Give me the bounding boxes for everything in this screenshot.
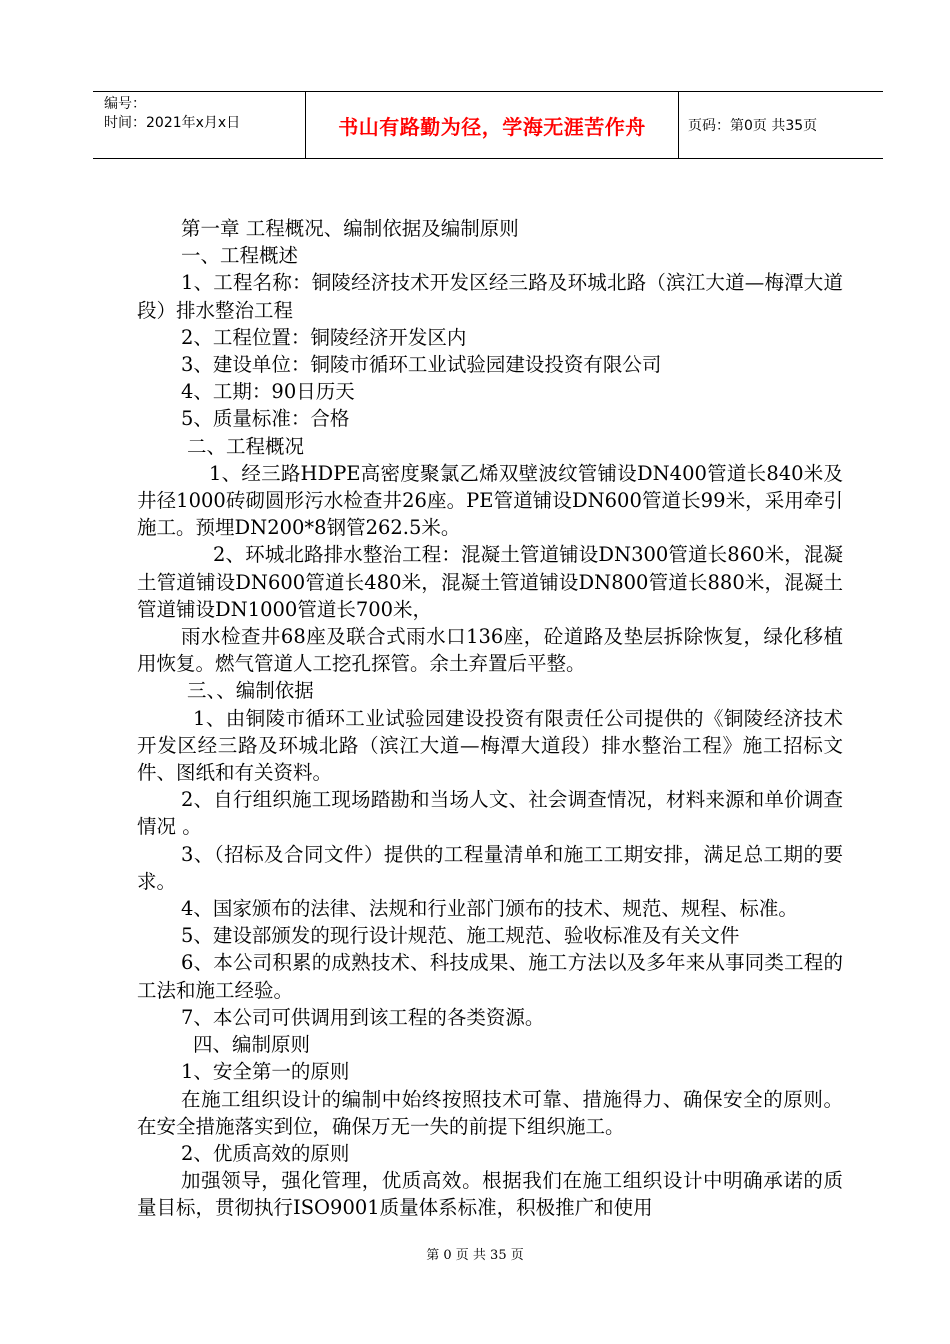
body-paragraph: 2、优质高效的原则 bbox=[181, 1141, 350, 1165]
body-paragraph: 2、工程位置：铜陵经济开发区内 bbox=[181, 325, 467, 349]
body-paragraph: 5、建设部颁发的现行设计规范、施工规范、验收标准及有关文件 bbox=[181, 924, 740, 948]
body-paragraph: 4、国家颁布的法律、法规和行业部门颁布的技术、规范、规程、标准。 bbox=[181, 897, 798, 921]
header-table bbox=[93, 91, 883, 159]
body-paragraph: 二、工程概况 bbox=[187, 434, 305, 458]
body-paragraph: 5、质量标准：合格 bbox=[181, 407, 350, 431]
document-number: 编号： bbox=[104, 96, 146, 112]
body-paragraph: 1、由铜陵市循环工业试验园建设投资有限责任公司提供的《铜陵经济技术开发区经三路及环城北路（滨江大道—梅潭大道段）排水整治工程》施工招标文件、图纸和有关资料。 bbox=[137, 706, 843, 785]
document-body bbox=[137, 215, 843, 1222]
body-paragraph: 四、编制原则 bbox=[193, 1033, 311, 1057]
body-paragraph: 1、工程名称：铜陵经济技术开发区经三路及环城北路（滨江大道—梅潭大道段）排水整治工程 bbox=[137, 271, 843, 322]
body-paragraph: 1、经三路HDPE高密度聚氯乙烯双壁波纹管铺设DN400管道长840米及井径1000砖砌圆形污水检查井26座。PE管道铺设DN600管道长99米，采用牵引施工。预埋DN200*8钢管262.5米。 bbox=[137, 461, 843, 540]
body-paragraph: 3、（招标及合同文件）提供的工程量清单和施工工期安排，满足总工期的要求。 bbox=[137, 842, 843, 893]
body-paragraph: 加强领导，强化管理，优质高效。根据我们在施工组织设计中明确承诺的质量目标，贯彻执行ISO9001质量体系标准，积极推广和使用 bbox=[137, 1169, 843, 1220]
header-meta bbox=[93, 92, 306, 158]
page-footer: 第 0 页 共 35 页 bbox=[426, 1248, 524, 1263]
body-paragraph: 三、、编制依据 bbox=[187, 679, 314, 703]
body-paragraph: 一、工程概述 bbox=[181, 244, 299, 268]
header-page-info: 页码：第0页 共35页 bbox=[688, 118, 818, 134]
header-motto: 书山有路勤为径，学海无涯苦作舟 bbox=[306, 92, 679, 158]
body-paragraph: 4、工期：90日历天 bbox=[181, 380, 355, 404]
document-time: 时间：2021年x月x日 bbox=[104, 115, 241, 131]
body-paragraph: 2、自行组织施工现场踏勘和当场人文、社会调查情况，材料来源和单价调查情况 。 bbox=[137, 788, 843, 839]
body-paragraph: 雨水检查井68座及联合式雨水口136座，砼道路及垫层拆除恢复，绿化移植用恢复。燃气管道人工挖孔探管。余土弃置后平整。 bbox=[137, 625, 843, 676]
body-paragraph: 2、环城北路排水整治工程：混凝土管道铺设DN300管道长860米，混凝土管道铺设DN600管道长480米，混凝土管道铺设DN800管道长880米，混凝土管道铺设DN1000管道长700米， bbox=[137, 543, 843, 621]
body-paragraph: 3、建设单位：铜陵市循环工业试验园建设投资有限公司 bbox=[181, 353, 662, 377]
body-paragraph: 6、本公司积累的成熟技术、科技成果、施工方法以及多年来从事同类工程的工法和施工经验。 bbox=[137, 951, 843, 1002]
body-paragraph: 在施工组织设计的编制中始终按照技术可靠、措施得力、确保安全的原则。在安全措施落实到位，确保万无一失的前提下组织施工。 bbox=[137, 1087, 843, 1138]
body-paragraph: 第一章 工程概况、编制依据及编制原则 bbox=[181, 217, 519, 240]
body-paragraph: 7、本公司可供调用到该工程的各类资源。 bbox=[181, 1005, 545, 1029]
body-paragraph: 1、安全第一的原则 bbox=[181, 1060, 350, 1084]
